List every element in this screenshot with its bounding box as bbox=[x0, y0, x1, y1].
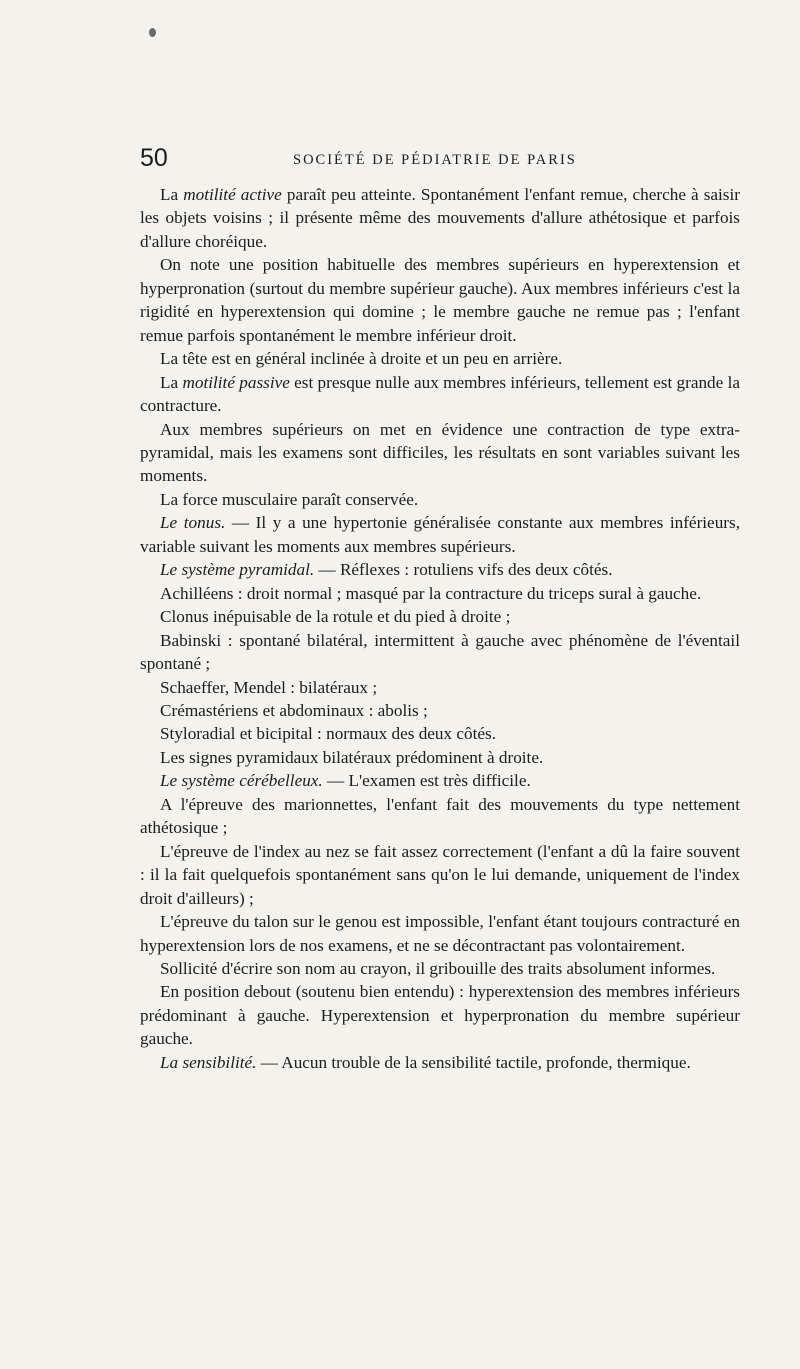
paragraph: La tête est en général inclinée à droite et un peu en arrière. bbox=[160, 349, 563, 369]
paragraph: L'épreuve du talon sur le genou est impossible, l'enfant étant toujours contracturé en hyperextension lors de nos examens, et ne se décontractant pas volontairement. bbox=[140, 912, 740, 955]
paragraph: Le tonus. — Il y a une hypertonie généralisée constante aux membres inférieurs, variable suivant les moments aux membres supérieurs. bbox=[140, 513, 740, 556]
paragraph: Babinski : spontané bilatéral, intermittent à gauche avec phénomène de l'éventail spontané ; bbox=[140, 630, 740, 674]
paragraph: Schaeffer, Mendel : bilatéraux ; bbox=[160, 677, 378, 697]
paragraph: La sensibilité. — Aucun trouble de la sensibilité tactile, profonde, thermique. bbox=[160, 1052, 691, 1072]
paragraph: La force musculaire paraît conservée. bbox=[160, 489, 419, 509]
paragraph: Achilléens : droit normal ; masqué par la contracture du triceps sural à gauche. bbox=[160, 583, 702, 603]
running-head: SOCIÉTÉ DE PÉDIATRIE DE PARIS bbox=[293, 152, 577, 168]
paragraph: La motilité passive est presque nulle aux membres inférieurs, tellement est grande la contracture. bbox=[140, 372, 740, 416]
paragraph: A l'épreuve des marionnettes, l'enfant fait des mouvements du type nettement athétosique ; bbox=[140, 794, 740, 838]
paragraph: Le système cérébelleux. — L'examen est très difficile. bbox=[160, 771, 531, 791]
paragraph: Clonus inépuisable de la rotule et du pied à droite ; bbox=[160, 607, 511, 627]
ink-speck bbox=[149, 28, 156, 37]
paragraph: Aux membres supérieurs on met en évidence une contraction de type extra-pyramidal, mais les examens sont difficiles, les résultats en sont variables suivant les moments. bbox=[140, 419, 740, 486]
paragraph: Sollicité d'écrire son nom au crayon, il gribouille des traits absolument informes. bbox=[160, 958, 716, 978]
paragraph: On note une position habituelle des membres supérieurs en hyperextension et hyperpronation (surtout du membre supérieur gauche). Aux membres inférieurs c'est la rigidité en hyperextension qui domine ; le membre gauche ne remue pas ; l'enfant remue parfois spontanément le membre inférieur droit. bbox=[140, 255, 740, 345]
paragraph: Styloradial et bicipital : normaux des deux côtés. bbox=[160, 724, 497, 744]
page-header bbox=[140, 143, 740, 173]
paragraph: Les signes pyramidaux bilatéraux prédominent à droite. bbox=[160, 747, 544, 767]
paragraph: Le système pyramidal. — Réflexes : rotuliens vifs des deux côtés. bbox=[160, 560, 613, 580]
paragraph: Crémastériens et abdominaux : abolis ; bbox=[160, 700, 428, 720]
paragraph: En position debout (soutenu bien entendu) : hyperextension des membres inférieurs prédominant à gauche. Hyperextension et hyperpronation du membre supérieur gauche. bbox=[140, 982, 740, 1049]
page-number: 50 bbox=[140, 144, 168, 172]
body-text bbox=[140, 183, 740, 1074]
paragraph: La motilité active paraît peu atteinte. Spontanément l'enfant remue, cherche à saisir les objets voisins ; il présente même des mouvements d'allure athétosique et parfois d'allure choréique. bbox=[140, 185, 740, 251]
paragraph: L'épreuve de l'index au nez se fait assez correctement (l'enfant a dû la faire souvent : il la fait quelquefois spontanément sans qu'on le lui demande, uniquement de l'index droit d'ailleurs) ; bbox=[140, 841, 740, 908]
